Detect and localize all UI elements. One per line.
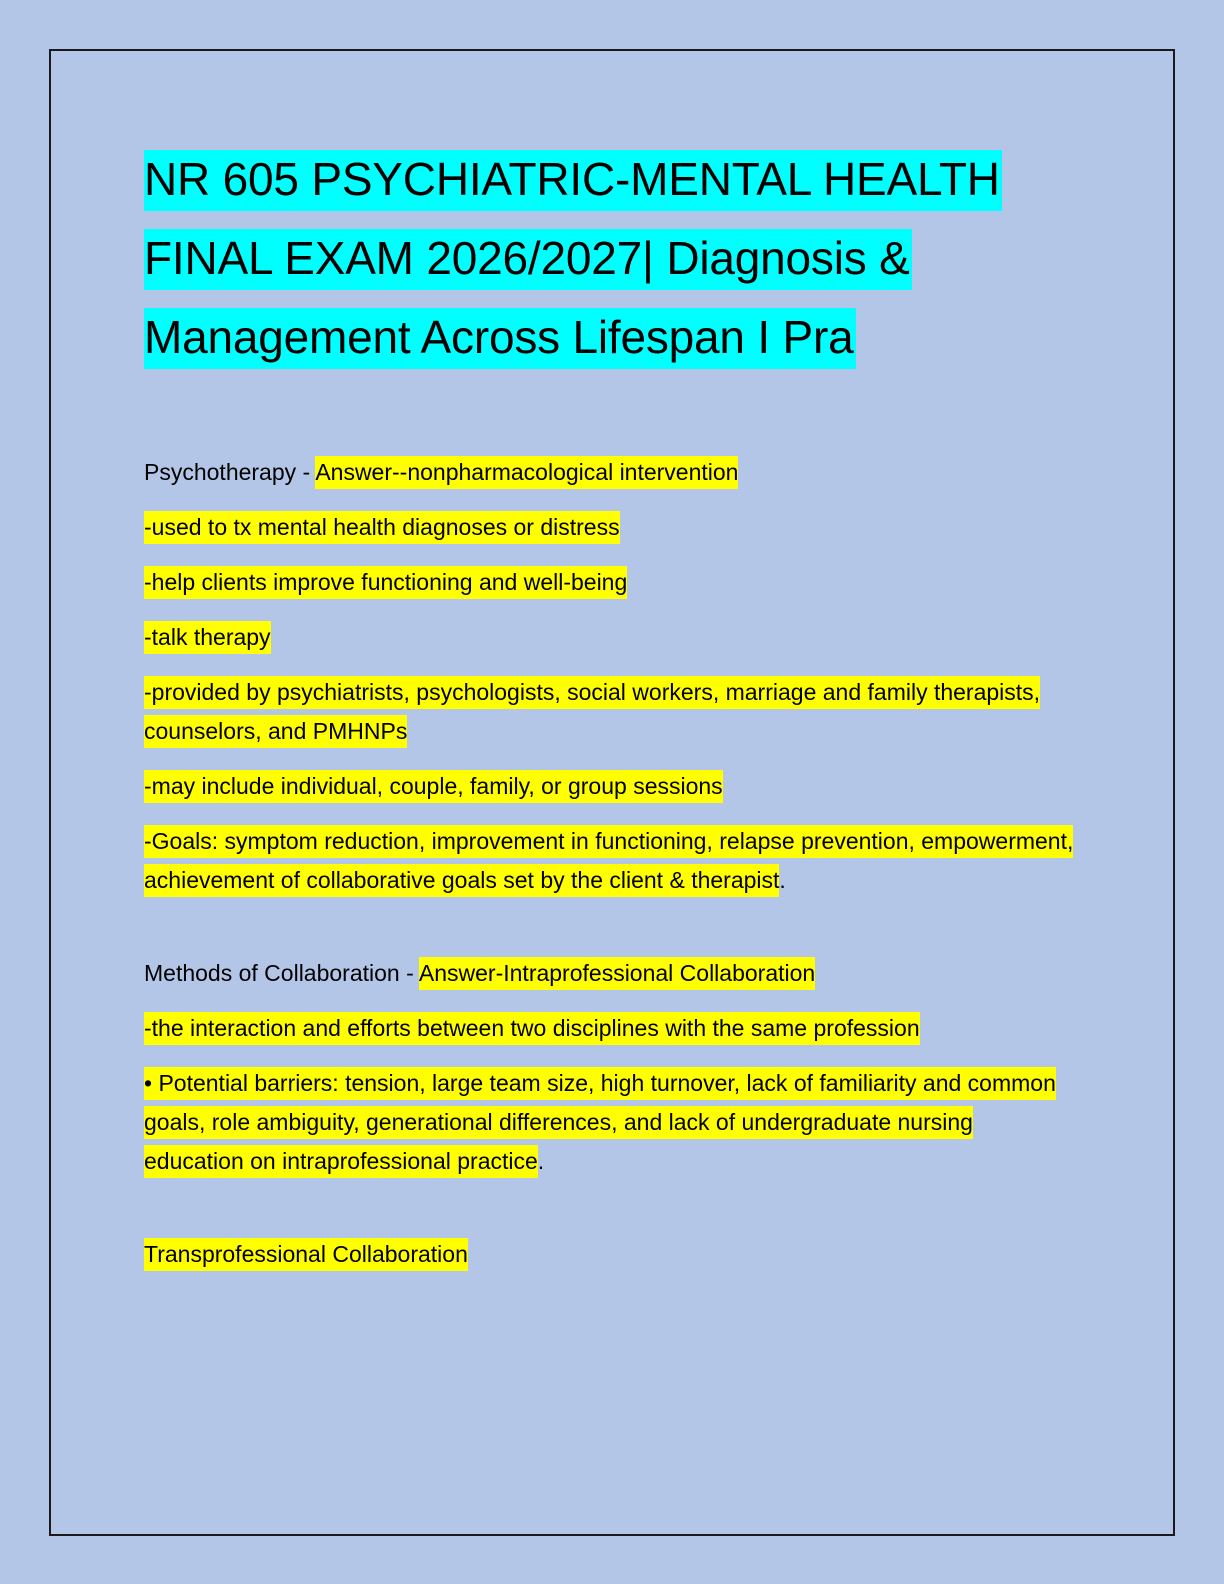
answer-point: -may include individual, couple, family, or group sessions [144,767,1074,806]
trailing-period: . [537,1148,545,1174]
answer-text: Answer-Intraprofessional Collaboration [419,957,815,990]
term-label: Psychotherapy - [144,459,316,485]
section-transprofessional [144,1235,1074,1274]
answer-point: -provided by psychiatrists, psychologists, social workers, marriage and family therapists, counselors, and PMHNPs [144,673,1074,751]
section-psychotherapy [144,453,1074,900]
answer-point: -used to tx mental health diagnoses or distress [144,508,1074,547]
document-content [144,140,1074,1290]
title-line-3: Management Across Lifespan I Pra [144,308,856,369]
term-line [144,453,1074,492]
answer-point: • Potential barriers: tension, large team size, high turnover, lack of familiarity and common goals, role ambiguity, generational differences, and lack of undergraduate nursing education on intraprofessional practice. [144,1064,1074,1181]
term-label: Methods of Collaboration - [144,960,419,986]
answer-point: -help clients improve functioning and well-being [144,563,1074,602]
answer-point: -the interaction and efforts between two disciplines with the same profession [144,1009,1074,1048]
title-line-2: FINAL EXAM 2026/2027| Diagnosis & [144,229,912,290]
term-line [144,954,1074,993]
title-line-1: NR 605 PSYCHIATRIC-MENTAL HEALTH [144,150,1002,211]
answer-text: Answer--nonpharmacological intervention [315,456,738,489]
trailing-period: . [779,867,786,893]
document-title [144,140,1074,377]
transprofessional-heading: Transprofessional Collaboration [144,1238,468,1271]
subheading-line [144,1235,1074,1274]
answer-point: -talk therapy [144,618,1074,657]
section-methods-of-collaboration [144,954,1074,1181]
answer-point: -Goals: symptom reduction, improvement in functioning, relapse prevention, empowerment, achievement of collaborative goals set by the client & therapist. [144,822,1074,900]
